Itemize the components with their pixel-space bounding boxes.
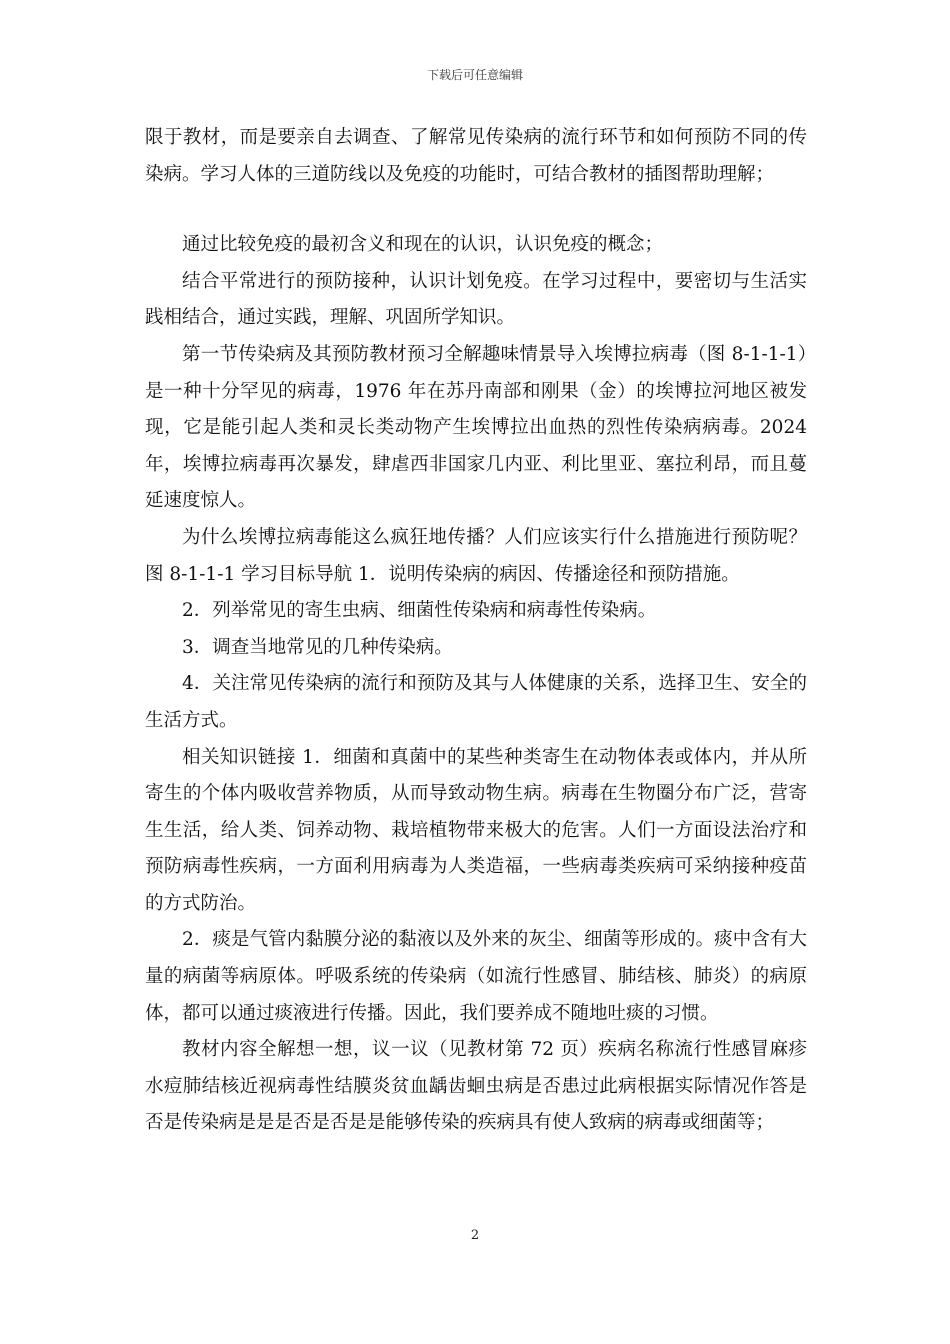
document-body (145, 120, 807, 1142)
paragraph-immunity-concept: 通过比较免疫的最初含义和现在的认识，认识免疫的概念； (182, 234, 664, 256)
paragraph-learning-goal-1: 为什么埃博拉病毒能这么疯狂地传播？人们应该实行什么措施进行预防呢？图 8-1-1-1 学习目标导航 1．说明传染病的病因、传播途径和预防措施。 (145, 526, 807, 585)
paragraph-continuation: 限于教材，而是要亲自去调查、了解常见传染病的流行环节和如何预防不同的传染病。学习人体的三道防线以及免疫的功能时，可结合教材的插图帮助理解； (145, 127, 807, 185)
paragraph-knowledge-link-1: 相关知识链接 1．细菌和真菌中的某些种类寄生在动物体表或体内，并从所寄生的个体内吸收营养物质，从而导致动物生病。病毒在生物圈分布广泛，营寄生生活，给人类、饲养动物、栽培植物带来极大的危害。人们一方面设法治疗和预防病毒性疾病，一方面利用病毒为人类造福，一些病毒类疾病可采纳接种疫苗的方式防治。 (145, 746, 807, 914)
page-header: 下载后可任意编辑 (426, 68, 523, 82)
paragraph-ebola-intro: 第一节传染病及其预防教材预习全解趣味情景导入埃博拉病毒（图 8-1-1-1）是一种十分罕见的病毒，1976 年在苏丹南部和刚果（金）的埃博拉河地区被发现，它是能引起人类和灵长类动物产生埃博拉出血热的烈性传染病病毒。2024 年，埃博拉病毒再次暴发，肆虐西非国家几内亚、利比里亚、塞拉利昂，而且蔓延速度惊人。 (145, 343, 807, 512)
paragraph-learning-goal-2: 2．列举常见的寄生虫病、细菌性传染病和病毒性传染病。 (182, 600, 657, 622)
paragraph-planned-immunity: 结合平常进行的预防接种，认识计划免疫。在学习过程中，要密切与生活实践相结合，通过实践，理解、巩固所学知识。 (145, 270, 807, 329)
paragraph-knowledge-link-2: 2．痰是气管内黏膜分泌的黏液以及外来的灰尘、细菌等形成的。痰中含有大量的病菌等病原体。呼吸系统的传染病（如流行性感冒、肺结核、肺炎）的病原体，都可以通过痰液进行传播。因此，我们要养成不随地吐痰的习惯。 (145, 929, 807, 1024)
paragraph-textbook-content: 教材内容全解想一想，议一议（见教材第 72 页）疾病名称流行性感冒麻疹水痘肺结核近视病毒性结膜炎贫血龋齿蛔虫病是否患过此病根据实际情况作答是否是传染病是是是否是否是是能够传染的疾病具有使人致病的病毒或细菌等； (145, 1039, 807, 1134)
paragraph-learning-goal-4: 4．关注常见传染病的流行和预防及其与人体健康的关系，选择卫生、安全的生活方式。 (145, 673, 807, 731)
page-number: 2 (470, 1228, 480, 1243)
paragraph-learning-goal-3: 3．调查当地常见的几种传染病。 (182, 636, 453, 658)
